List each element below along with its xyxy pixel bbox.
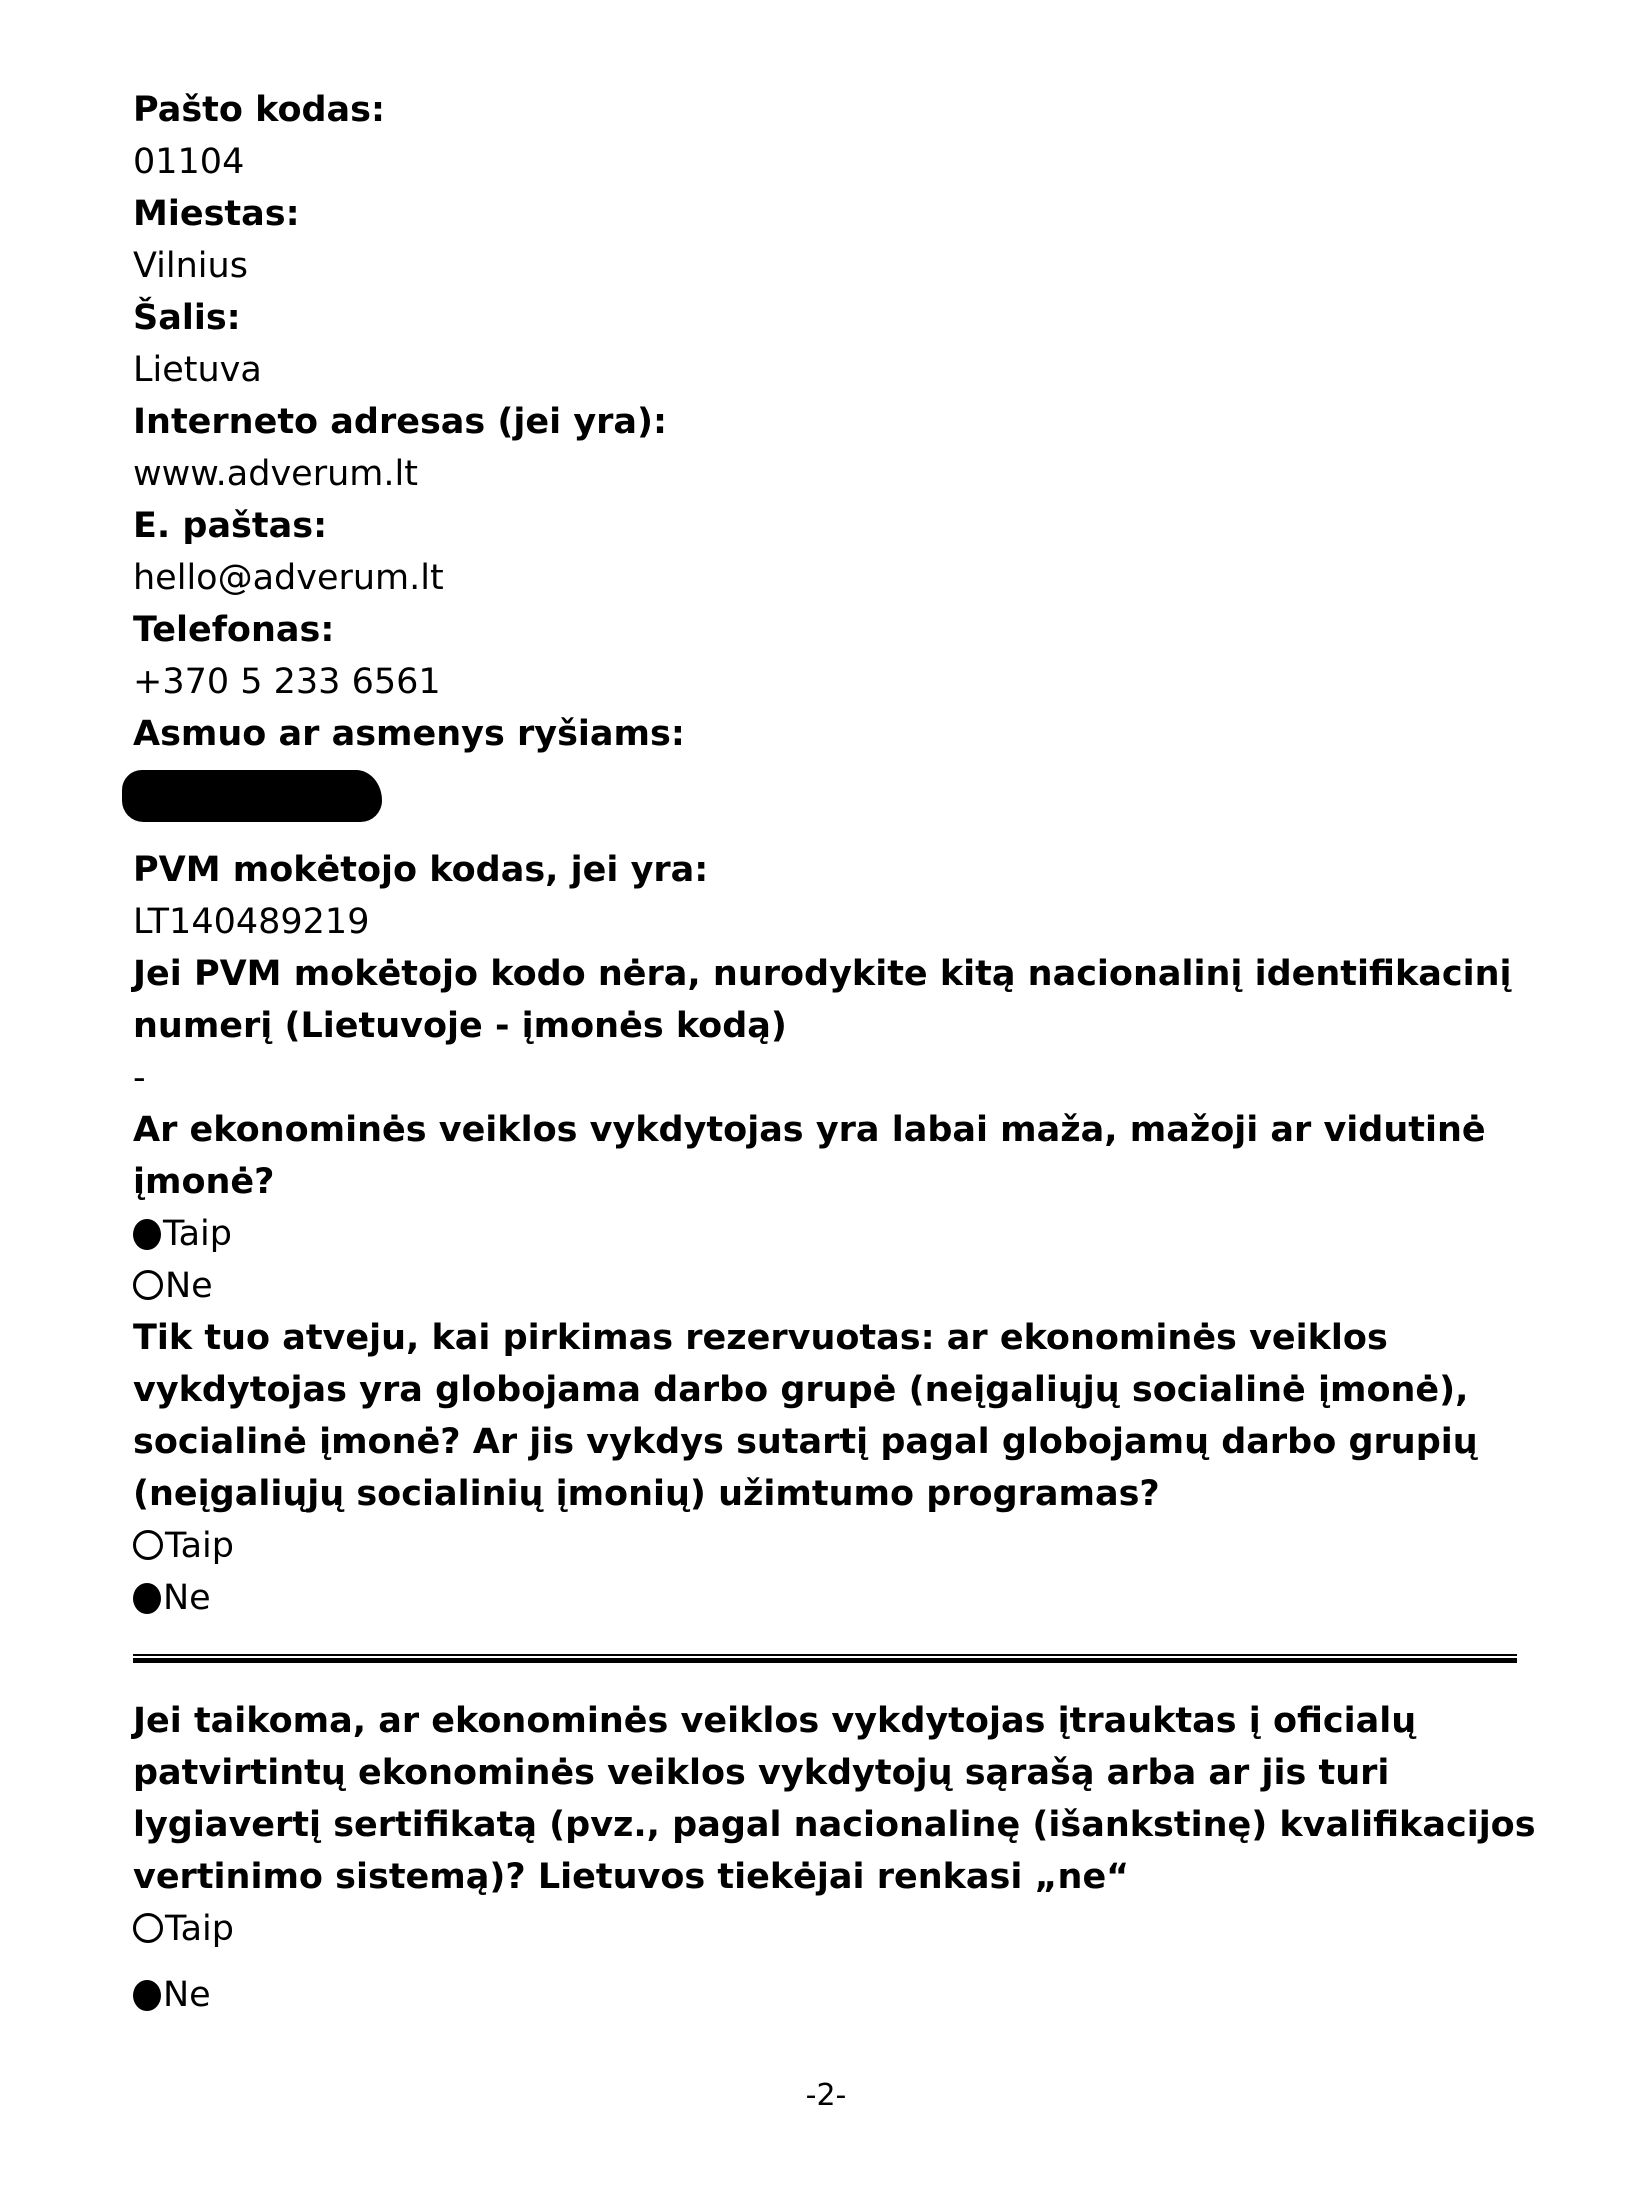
radio-label: Ne	[163, 1975, 211, 2015]
field-value-country: Lietuva	[133, 350, 262, 390]
official-list-option-taip	[133, 1903, 1612, 1955]
reserved-option-taip	[133, 1520, 1612, 1572]
official-list-option-ne	[133, 1969, 1612, 2021]
field-label-email: E. paštas:	[133, 506, 328, 546]
radio-label: Ne	[165, 1266, 213, 1306]
field-label-contact-person: Asmuo ar asmenys ryšiams:	[133, 714, 685, 754]
official-list-question-line-3: lygiavertį sertifikatą (pvz., pagal nacionalinę (išankstinę) kvalifikacijos	[133, 1805, 1536, 1845]
field-value-city: Vilnius	[133, 246, 248, 286]
redaction-mark	[122, 770, 382, 822]
field-value-postal-code: 01104	[133, 142, 245, 182]
field-value-website: www.adverum.lt	[133, 454, 418, 494]
field-label-postal-code: Pašto kodas:	[133, 90, 386, 130]
page-number: -2-	[805, 2078, 847, 2113]
sme-question-line-1: Ar ekonominės veiklos vykdytojas yra labai maža, mažoji ar vidutinė	[133, 1110, 1486, 1150]
radio-label: Taip	[163, 1214, 232, 1254]
reserved-option-ne	[133, 1572, 1612, 1624]
field-value-phone: +370 5 233 6561	[133, 662, 441, 702]
reserved-question-line-4: (neįgaliųjų socialinių įmonių) užimtumo programas?	[133, 1474, 1160, 1514]
field-label-phone: Telefonas:	[133, 610, 335, 650]
section-divider	[133, 1654, 1517, 1663]
contact-person-value-row	[133, 760, 1612, 844]
field-label-vat-code: PVM mokėtojo kodas, jei yra:	[133, 850, 709, 890]
national-id-value: -	[133, 1058, 146, 1098]
radio-label: Ne	[163, 1578, 211, 1618]
official-list-question-line-1: Jei taikoma, ar ekonominės veiklos vykdytojas įtrauktas į oficialų	[133, 1701, 1417, 1741]
official-list-question-line-2: patvirtintų ekonominės veiklos vykdytojų sąrašą arba ar jis turi	[133, 1753, 1390, 1793]
field-label-country: Šalis:	[133, 298, 241, 338]
national-id-question-line-1: Jei PVM mokėtojo kodo nėra, nurodykite kitą nacionalinį identifikacinį	[133, 954, 1512, 994]
radio-selected-icon	[133, 1219, 161, 1250]
national-id-question-line-2: numerį (Lietuvoje - įmonės kodą)	[133, 1006, 787, 1046]
field-value-vat-code: LT140489219	[133, 902, 370, 942]
radio-selected-icon	[133, 1583, 161, 1614]
reserved-question-line-2: vykdytojas yra globojama darbo grupė (neįgaliųjų socialinė įmonė),	[133, 1370, 1469, 1410]
official-list-question-line-4: vertinimo sistemą)? Lietuvos tiekėjai renkasi „ne“	[133, 1857, 1130, 1897]
spacer	[133, 1955, 1612, 1969]
sme-option-ne	[133, 1260, 1612, 1312]
sme-option-taip	[133, 1208, 1612, 1260]
radio-unselected-icon	[133, 1270, 163, 1300]
field-label-city: Miestas:	[133, 194, 300, 234]
radio-label: Taip	[165, 1909, 234, 1949]
reserved-question-line-1: Tik tuo atveju, kai pirkimas rezervuotas: ar ekonominės veiklos	[133, 1318, 1388, 1358]
field-label-website: Interneto adresas (jei yra):	[133, 402, 668, 442]
field-value-email: hello@adverum.lt	[133, 558, 444, 598]
radio-selected-icon	[133, 1980, 161, 2011]
document-body	[133, 84, 1612, 2021]
radio-unselected-icon	[133, 1913, 163, 1943]
radio-unselected-icon	[133, 1530, 163, 1560]
sme-question-line-2: įmonė?	[133, 1162, 275, 1202]
reserved-question-line-3: socialinė įmonė? Ar jis vykdys sutartį pagal globojamų darbo grupių	[133, 1422, 1478, 1462]
radio-label: Taip	[165, 1526, 234, 1566]
